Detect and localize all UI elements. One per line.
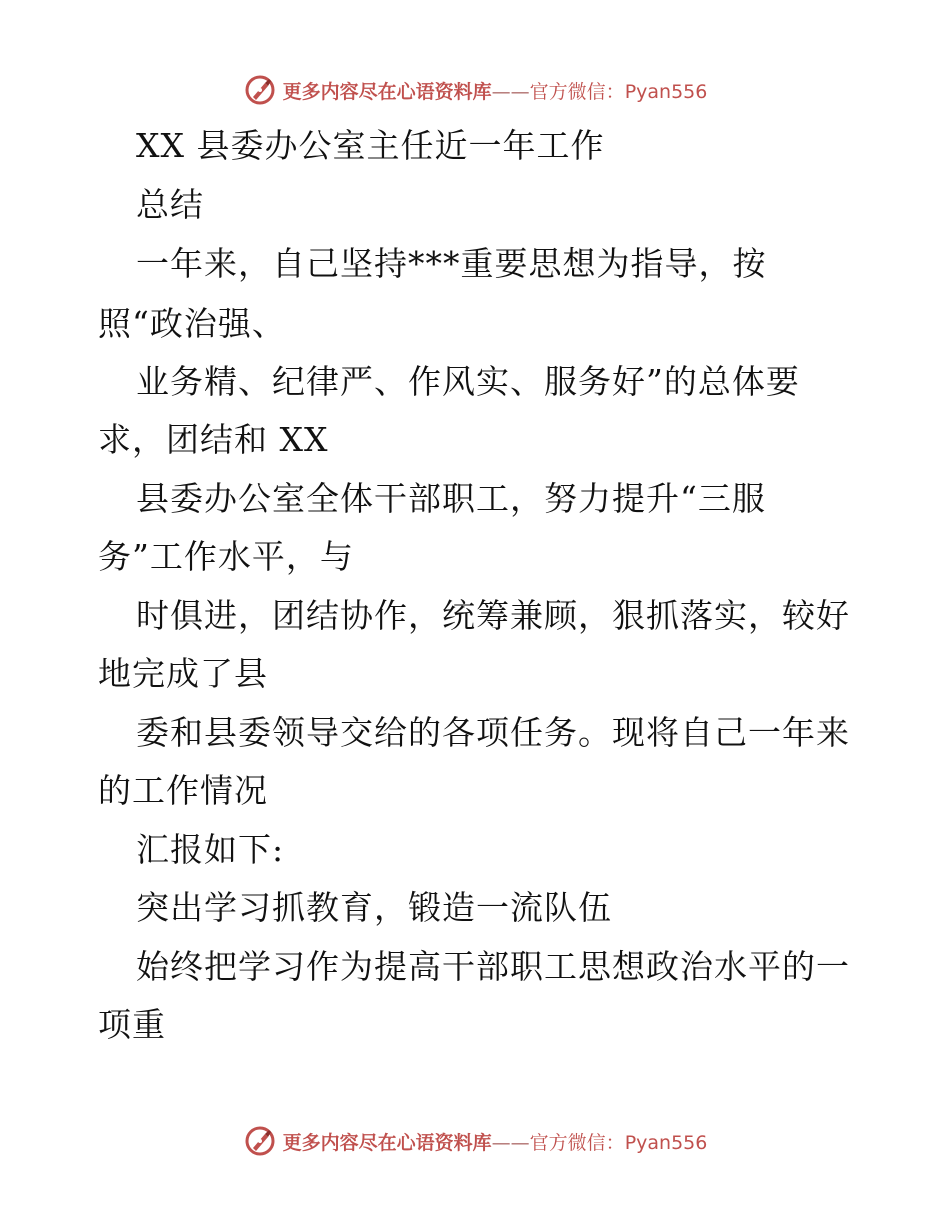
watermark-banner-bottom (0, 1121, 950, 1161)
paragraph-line: 照“政治强、 (98, 304, 286, 343)
document-title-line-2: 总结 (136, 185, 204, 224)
watermark-separator: —— (491, 80, 530, 103)
watermark-banner-top (0, 70, 950, 110)
watermark-text (283, 1128, 708, 1155)
document-title-line-1: XX 县委办公室主任近一年工作 (136, 126, 605, 165)
paragraph-line: 县委办公室全体干部职工，努力提升“三服 (136, 479, 766, 518)
watermark-inner (243, 73, 708, 107)
watermark-text (283, 77, 708, 104)
watermark-wechat-id: Pyan556 (624, 80, 708, 103)
pen-logo-icon (243, 73, 277, 107)
paragraph-line: 业务精、纪律严、作风实、服务好”的总体要 (136, 362, 800, 401)
watermark-separator: —— (491, 1131, 530, 1154)
watermark-wechat-label: 官方微信： (529, 80, 625, 103)
section-heading: 突出学习抓教育，锻造一流队伍 (136, 888, 612, 927)
watermark-main: 更多内容尽在心语资料库 (282, 1131, 492, 1154)
paragraph-line: 的工作情况 (98, 771, 268, 810)
watermark-wechat-id: Pyan556 (624, 1131, 708, 1154)
paragraph-line: 项重 (98, 1005, 166, 1044)
watermark-wechat-label: 官方微信： (529, 1131, 625, 1154)
watermark-main: 更多内容尽在心语资料库 (282, 80, 492, 103)
paragraph-line: 始终把学习作为提高干部职工思想政治水平的一 (136, 947, 850, 986)
paragraph-line: 务”工作水平，与 (98, 537, 354, 576)
paragraph-line: 地完成了县 (98, 654, 268, 693)
paragraph-line: 一年来，自己坚持***重要思想为指导，按 (136, 244, 767, 283)
paragraph-line: 汇报如下: (136, 830, 285, 869)
paragraph-line: 委和县委领导交给的各项任务。现将自己一年来 (136, 713, 850, 752)
watermark-inner (243, 1124, 708, 1158)
paragraph-line: 时俱进，团结协作，统筹兼顾，狠抓落实，较好 (136, 596, 850, 635)
paragraph-line: 求，团结和 XX (98, 420, 329, 459)
pen-logo-icon (243, 1124, 277, 1158)
